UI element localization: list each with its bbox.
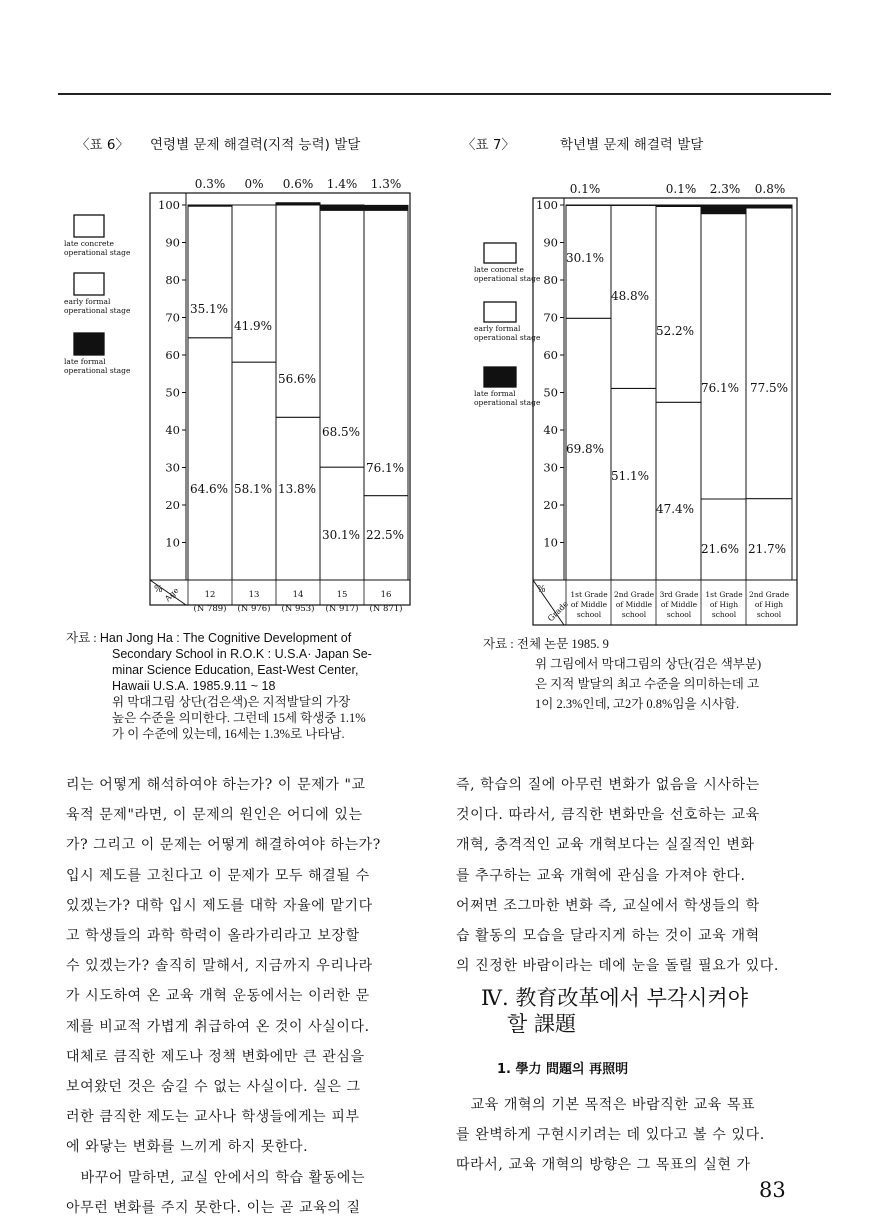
bar-value-label: 0.3% xyxy=(194,177,226,191)
y-tick-label: 40 xyxy=(543,423,558,437)
body-left-line: 러한 큼직한 제도는 교사나 학생들에게는 피부 xyxy=(66,1109,360,1126)
bar-value-label: 77.5% xyxy=(749,381,789,395)
corner-label-percent: % xyxy=(537,585,546,595)
table6-label: 〈표 6〉 xyxy=(76,137,129,153)
source7-first: 전체 논문 1985. 9 xyxy=(516,637,609,651)
bar-value-label: 21.6% xyxy=(700,542,740,556)
bar-segment-early-formal xyxy=(656,207,702,403)
category-sublabel-2: school xyxy=(666,610,692,619)
legend-swatch-late-concrete xyxy=(484,243,516,263)
table7-source xyxy=(483,634,813,714)
source7-note-1: 은 지적 발달의 최고 수준을 의미하는데 고 xyxy=(535,677,760,691)
bar-value-label: 22.5% xyxy=(365,528,405,542)
bar-value-label: 76.1% xyxy=(365,461,405,475)
table7-title: 학년별 문제 해결력 발달 xyxy=(560,137,704,153)
bar-value-label: 13.8% xyxy=(277,482,317,496)
body-right2-line: 교육 개혁의 기본 목적은 바람직한 교육 목표 xyxy=(456,1097,756,1113)
bar-value-label: 48.8% xyxy=(610,289,650,303)
table6-source xyxy=(66,630,416,742)
y-tick-label: 20 xyxy=(543,498,558,512)
bar-value-label: 58.1% xyxy=(233,482,273,496)
bar-segment-late-concrete xyxy=(276,417,320,580)
y-tick-label: 60 xyxy=(543,348,558,362)
bar-segment-early-formal xyxy=(746,208,792,499)
category-sublabel: of Middle xyxy=(615,600,653,609)
body-left-column xyxy=(66,770,411,1223)
bar-value-label: 69.8% xyxy=(565,442,605,456)
source6-note-1: 높은 수준을 의미한다. 그런데 15세 학생중 1.1% xyxy=(112,711,366,725)
bar-value-label: 1.3% xyxy=(370,177,402,191)
bar-segment-late-concrete xyxy=(701,499,747,580)
source7-label: 자료 : xyxy=(483,637,514,651)
y-tick-label: 40 xyxy=(165,423,180,437)
source6-note-2: 가 이 수준에 있는데, 16세는 1.3%로 나타남. xyxy=(112,727,345,741)
y-tick-label: 50 xyxy=(543,385,558,400)
bar-segment-late-formal xyxy=(276,203,320,205)
bar-segment-late-concrete xyxy=(656,402,702,580)
legend-swatch-late-formal xyxy=(484,367,516,387)
bar-value-label: 68.5% xyxy=(321,425,361,439)
y-tick-label: 70 xyxy=(543,310,558,325)
legend-label-early-formal: early formal xyxy=(64,297,111,306)
bar-value-label: 76.1% xyxy=(700,381,740,395)
y-tick-label: 30 xyxy=(165,460,180,475)
legend-label-late-formal: operational stage xyxy=(474,398,541,407)
legend-swatch-late-formal xyxy=(74,333,104,355)
category-sublabel-2: school xyxy=(576,610,602,619)
corner-label-percent: % xyxy=(154,585,163,595)
section-title-line-2: 할 課題 xyxy=(507,1012,576,1036)
bar-segment-late-formal xyxy=(701,205,747,214)
body-left-line: 리는 어떻게 해석하여야 하는가? 이 문제가 "교 xyxy=(66,777,366,793)
bar-segment-late-formal xyxy=(656,205,702,207)
y-tick-label: 50 xyxy=(165,385,180,400)
bar-value-label: 35.1% xyxy=(189,302,229,316)
bar-value-label: 0.6% xyxy=(282,177,314,191)
category-label: 14 xyxy=(292,590,304,600)
bar-value-label: 0.1% xyxy=(665,182,697,196)
category-sublabel: (N 917) xyxy=(325,604,359,614)
category-sublabel: of High xyxy=(709,600,739,609)
category-sublabel: of Middle xyxy=(570,600,608,609)
y-tick-label: 80 xyxy=(165,273,180,287)
category-label: 13 xyxy=(248,590,260,600)
y-tick-label: 20 xyxy=(165,498,180,512)
legend-swatch-late-concrete xyxy=(74,215,104,237)
subsection-title: 1. 學力 問題의 再照明 xyxy=(497,1062,629,1077)
category-sublabel: of Middle xyxy=(660,600,698,609)
y-tick-label: 10 xyxy=(165,535,180,550)
body-right-line: 개혁, 충격적인 교육 개혁보다는 실질적인 변화 xyxy=(456,837,755,854)
table6-title: 연령별 문제 해결력(지적 능력) 발달 xyxy=(150,137,361,153)
bar-value-label: 41.9% xyxy=(233,319,273,333)
legend-label-early-formal: early formal xyxy=(474,324,521,333)
category-sublabel-2: school xyxy=(756,610,782,619)
body-left-line: 보여왔던 것은 숨길 수 없는 사실이다. 실은 그 xyxy=(66,1079,361,1096)
body-left-line: 아무런 변화를 주지 못한다. 이는 곧 교육의 질 xyxy=(66,1199,361,1216)
bar-segment-late-concrete xyxy=(188,338,232,580)
source6-line-2: minar Science Education, East-West Center, xyxy=(112,663,359,677)
body-left-line: 제를 비교적 가볍게 취급하여 온 것이 사실이다. xyxy=(66,1018,370,1035)
y-tick-label: 100 xyxy=(158,198,180,212)
corner-label-axis: Grade xyxy=(546,599,570,624)
bar-value-label: 2.3% xyxy=(709,182,741,196)
body-right-line: 즉, 학습의 질에 아무런 변화가 없음을 시사하는 xyxy=(456,777,760,793)
bar-value-label: 30.1% xyxy=(565,251,605,265)
y-tick-label: 70 xyxy=(165,310,180,325)
legend-label-late-concrete: operational stage xyxy=(474,274,541,283)
body-left-line: 가? 그리고 이 문제는 어떻게 해결하여야 하는가? xyxy=(66,837,381,854)
body-right-column-2 xyxy=(456,1090,801,1181)
bar-segment-early-formal xyxy=(232,205,276,362)
category-sublabel: (N 976) xyxy=(237,604,271,614)
body-right2-line: 를 완벽하게 구현시키려는 데 있다고 볼 수 있다. xyxy=(456,1127,765,1144)
source6-line-1: Secondary School in R.O.K : U.S.A· Japan Se- xyxy=(112,647,372,661)
legend-label-late-formal: late formal xyxy=(474,389,516,398)
bar-value-label: 0.1% xyxy=(569,182,601,196)
legend-label-early-formal: operational stage xyxy=(474,333,541,342)
bar-value-label: 0.8% xyxy=(754,182,786,196)
bar-segment-early-formal xyxy=(701,214,747,499)
bar-value-label: 56.6% xyxy=(277,372,317,386)
y-tick-label: 90 xyxy=(165,235,180,250)
bar-value-label: 0% xyxy=(244,177,264,191)
body-right-line: 의 진정한 바람이라는 데에 눈을 돌릴 필요가 있다. xyxy=(456,958,779,975)
body-left-line: 입시 제도를 고친다고 이 문제가 모두 해결될 수 xyxy=(66,867,370,884)
category-sublabel-2: school xyxy=(711,610,737,619)
table7-label: 〈표 7〉 xyxy=(462,137,515,153)
body-left-line: 있겠는가? 대학 입시 제도를 대학 자율에 맡기다 xyxy=(66,897,373,914)
category-sublabel: (N 953) xyxy=(281,604,315,614)
legend-label-late-formal: operational stage xyxy=(64,366,131,375)
category-label: 15 xyxy=(336,590,348,600)
category-label: 2nd Grade xyxy=(748,590,790,599)
body-left-line: 육적 문제"라면, 이 문제의 원인은 어디에 있는 xyxy=(66,807,363,824)
section-title-line-1: Ⅳ. 教育改革에서 부각시켜야 xyxy=(481,986,749,1010)
source7-note-2: 1이 2.3%인데, 고2가 0.8%임을 시사함. xyxy=(535,697,740,711)
category-sublabel: (N 871) xyxy=(369,604,403,614)
legend-label-late-concrete: late concrete xyxy=(64,239,114,248)
legend-label-early-formal: operational stage xyxy=(64,306,131,315)
category-sublabel: of High xyxy=(754,600,784,609)
legend-label-late-formal: late formal xyxy=(64,357,106,366)
legend-swatch-early-formal xyxy=(484,302,516,322)
y-tick-label: 30 xyxy=(543,460,558,475)
page-number: 83 xyxy=(759,1178,786,1202)
bar-segment-late-concrete xyxy=(320,467,364,580)
corner-label-axis: Age xyxy=(163,585,181,604)
bar-segment-early-formal xyxy=(364,210,408,495)
bar-segment-late-concrete xyxy=(746,499,792,580)
source7-note-0: 위 그림에서 막대그림의 상단(검은 색부분) xyxy=(535,657,762,671)
body-left-line: 가 시도하여 온 교육 개혁 운동에서는 이러한 문 xyxy=(66,988,370,1005)
body-right2-line: 따라서, 교육 개혁의 방향은 그 목표의 실현 가 xyxy=(456,1157,751,1174)
source6-line-0: Han Jong Ha : The Cognitive Development of xyxy=(99,631,352,645)
bar-segment-late-formal xyxy=(320,205,364,210)
category-sublabel: (N 789) xyxy=(193,604,227,614)
legend-label-late-concrete: late concrete xyxy=(474,265,524,274)
y-tick-label: 80 xyxy=(543,273,558,287)
y-tick-label: 90 xyxy=(543,235,558,250)
source6-note-0: 위 막대그림 상단(검은색)은 지적발달의 가장 xyxy=(112,695,351,709)
y-tick-label: 10 xyxy=(543,535,558,550)
y-tick-label: 60 xyxy=(165,348,180,362)
bar-value-label: 47.4% xyxy=(655,502,695,516)
source6-line-3: Hawaii U.S.A. 1985.9.11 ~ 18 xyxy=(112,679,276,693)
body-right-line: 를 추구하는 교육 개혁에 관심을 가져야 한다. xyxy=(456,867,746,884)
bar-value-label: 52.2% xyxy=(655,324,695,338)
body-left-line: 에 와닿는 변화를 느끼게 하지 못한다. xyxy=(66,1139,309,1156)
category-label: 3rd Grade xyxy=(659,590,699,599)
category-label: 2nd Grade xyxy=(613,590,655,599)
bar-value-label: 1.4% xyxy=(326,177,358,191)
bar-segment-late-formal xyxy=(188,205,232,206)
bar-segment-late-formal xyxy=(364,205,408,210)
bar-segment-early-formal xyxy=(188,206,232,338)
bar-segment-late-concrete xyxy=(232,362,276,580)
body-right-line: 어쩌면 조그마한 변화 즉, 교실에서 학생들의 학 xyxy=(456,897,760,914)
body-left-line: 수 있겠는가? 솔직히 말해서, 지금까지 우리나라 xyxy=(66,958,373,975)
bar-value-label: 64.6% xyxy=(189,482,229,496)
bar-segment-late-formal xyxy=(746,205,792,208)
body-right-line: 것이다. 따라서, 큼직한 변화만을 선호하는 교육 xyxy=(456,807,760,824)
body-right-column xyxy=(456,770,801,981)
bar-value-label: 21.7% xyxy=(747,542,787,556)
body-left-line: 고 학생들의 과학 학력이 올라가리라고 보장할 xyxy=(66,928,360,945)
category-label: 1st Grade xyxy=(705,590,743,599)
source6-label: 자료 : xyxy=(66,631,97,645)
legend-swatch-early-formal xyxy=(74,273,104,295)
category-label: 12 xyxy=(204,590,216,600)
category-sublabel-2: school xyxy=(621,610,647,619)
category-label: 16 xyxy=(380,590,392,600)
y-tick-label: 100 xyxy=(536,198,558,212)
body-right-line: 습 활동의 모습을 달라지게 하는 것이 교육 개혁 xyxy=(456,928,760,945)
bar-value-label: 51.1% xyxy=(610,469,650,483)
section-title xyxy=(481,985,748,1037)
body-left-line: 바꾸어 말하면, 교실 안에서의 학습 활동에는 xyxy=(66,1169,366,1186)
bar-segment-late-concrete xyxy=(611,388,657,580)
bar-value-label: 30.1% xyxy=(321,528,361,542)
body-left-line: 대체로 큼직한 제도나 정책 변화에만 큰 관심을 xyxy=(66,1048,365,1065)
category-label: 1st Grade xyxy=(570,590,608,599)
legend-label-late-concrete: operational stage xyxy=(64,248,131,257)
